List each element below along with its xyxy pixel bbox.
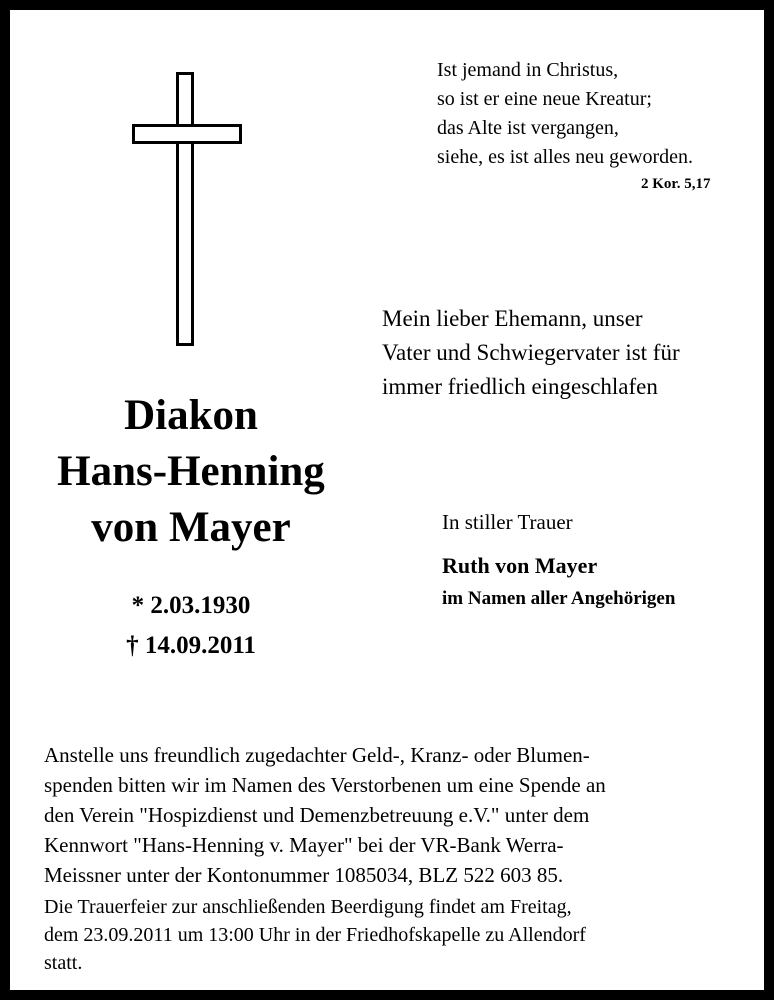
- name-line: von Mayer: [91, 504, 291, 551]
- verse-line: Ist jemand in Christus,: [437, 59, 619, 81]
- funeral-line: Die Trauerfeier zur anschließenden Beerdigung findet am Freitag,: [44, 896, 572, 918]
- verse-reference: 2 Kor. 5,17: [641, 176, 711, 192]
- name-line: Diakon: [124, 392, 258, 439]
- donation-request: [44, 740, 606, 890]
- birth-date: * 2.03.1930: [131, 592, 251, 619]
- donation-line: Anstelle uns freundlich zugedachter Geld-, Kranz- oder Blumen-: [44, 743, 590, 767]
- bible-verse: [437, 56, 693, 172]
- donation-line: spenden bitten wir im Namen des Verstorbenen um eine Spende an: [44, 773, 606, 797]
- funeral-info: [44, 893, 586, 977]
- mourning-phrase: In stiller Trauer: [442, 510, 573, 534]
- donation-line: Kennwort "Hans-Henning v. Mayer" bei der VR-Bank Werra-: [44, 833, 564, 857]
- funeral-line: dem 23.09.2011 um 13:00 Uhr in der Friedhofskapelle zu Allendorf: [44, 924, 586, 946]
- verse-line: so ist er eine neue Kreatur;: [437, 88, 652, 110]
- life-dates: [30, 586, 352, 666]
- mourner-on-behalf: im Namen aller Angehörigen: [442, 588, 676, 609]
- verse-line: das Alte ist vergangen,: [437, 117, 619, 139]
- death-date: † 14.09.2011: [126, 632, 256, 659]
- funeral-line: statt.: [44, 952, 83, 974]
- intro-text: [382, 302, 680, 404]
- donation-line: den Verein "Hospizdienst und Demenzbetreuung e.V." unter dem: [44, 803, 590, 827]
- deceased-name: [30, 388, 352, 556]
- verse-line: siehe, es ist alles neu geworden.: [437, 146, 694, 168]
- donation-line: Meissner unter der Kontonummer 1085034, BLZ 522 603 85.: [44, 863, 564, 887]
- mourner-name: Ruth von Mayer: [442, 553, 598, 578]
- name-line: Hans-Henning: [57, 448, 325, 495]
- intro-line: Vater und Schwiegervater ist für: [382, 340, 680, 365]
- intro-line: Mein lieber Ehemann, unser: [382, 306, 643, 331]
- intro-line: immer friedlich eingeschlafen: [382, 374, 658, 399]
